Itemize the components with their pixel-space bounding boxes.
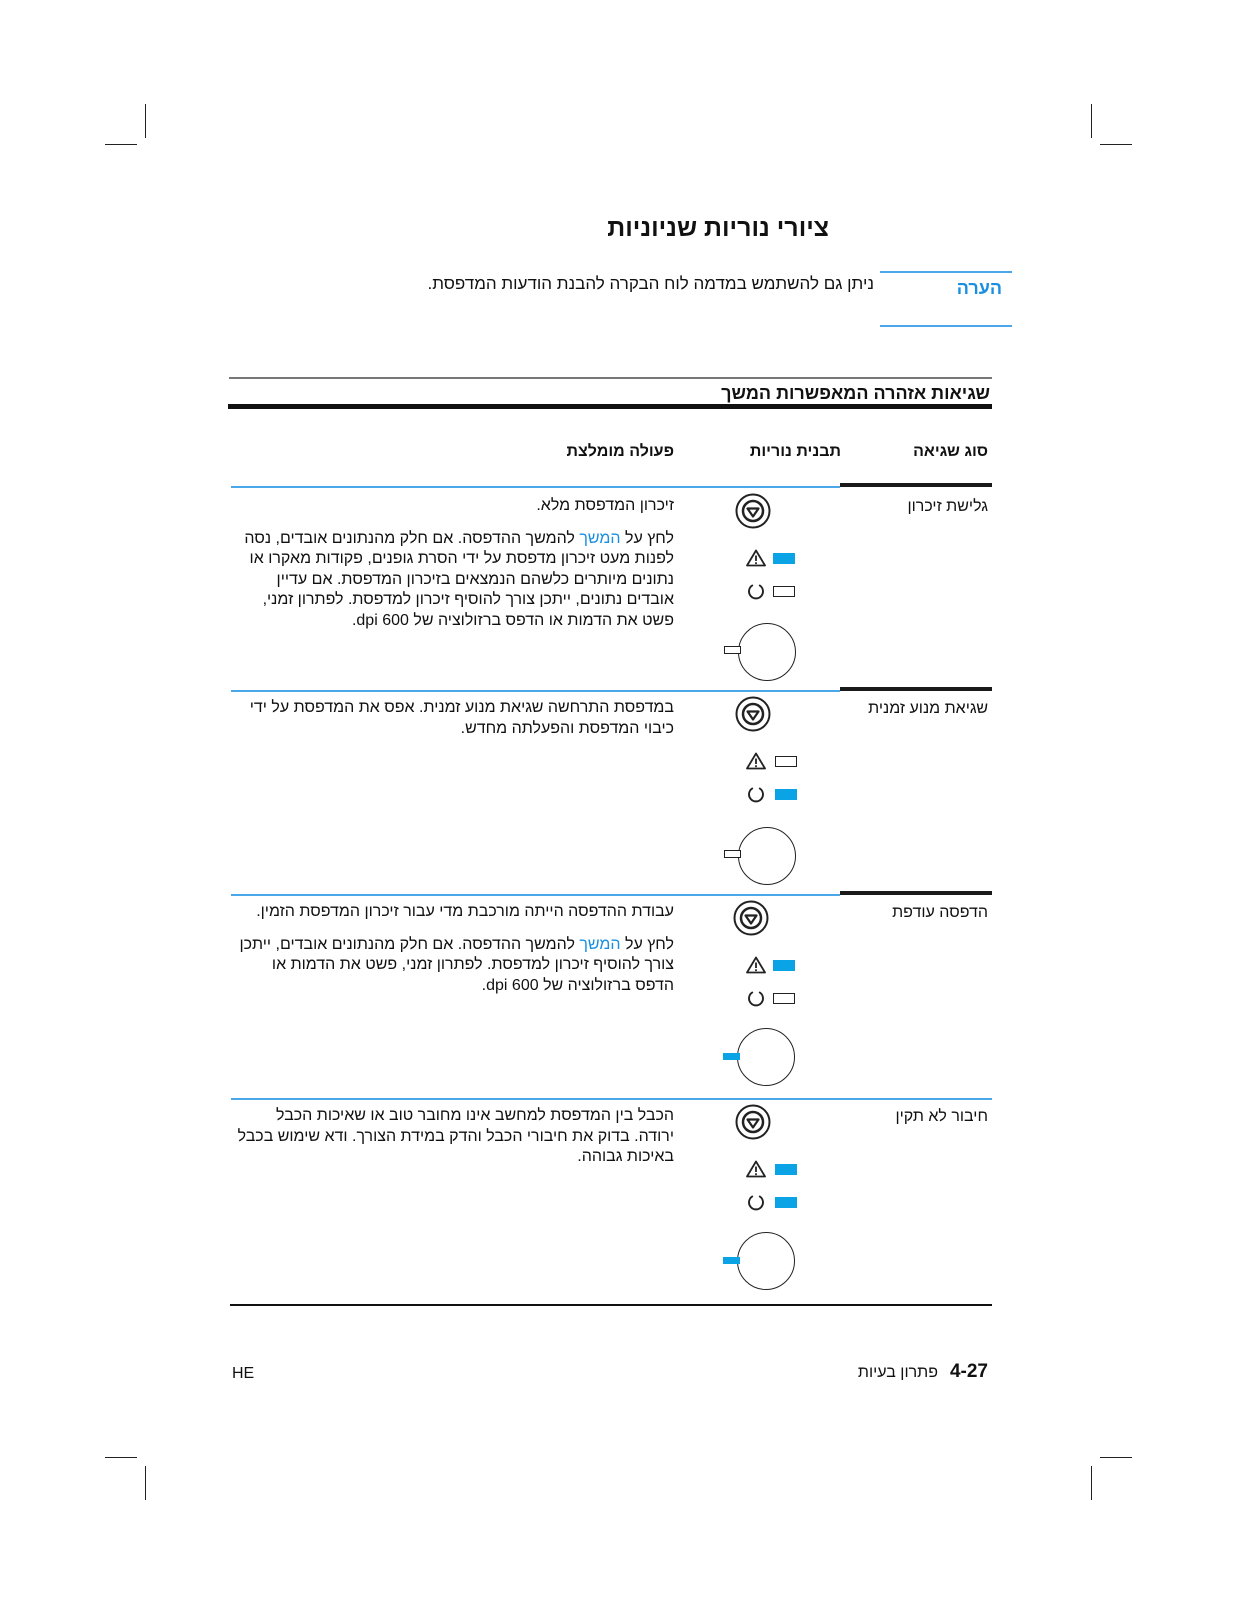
- action-text: עבודת ההדפסה הייתה מורכבת מדי עבור זיכרון המדפסת הזמין.: [256, 903, 674, 920]
- recommended-action: [234, 698, 674, 739]
- recommended-action: [234, 496, 674, 631]
- section-rule-bottom: [228, 404, 992, 409]
- status-dial: [737, 1232, 795, 1290]
- page-number: 4-27: [949, 1361, 988, 1382]
- dial-indicator: [723, 1053, 740, 1060]
- action-text: לחץ על: [620, 529, 674, 547]
- note-rule-top: [880, 271, 1012, 273]
- ready-icon: [747, 582, 765, 600]
- attention-led: [773, 553, 795, 564]
- row-rule: [231, 1098, 840, 1100]
- action-text: להמשך ההדפסה. אם חלק מהנתונים אובדים, ייתכן צורך להוסיף זיכרון למדפסת. לפתרון זמני, פשט את הדמות או הדפס ברזולוציה של 600 dpi.: [239, 935, 674, 994]
- attention-led: [775, 756, 797, 767]
- column-header-action: פעולה מומלצת: [566, 443, 674, 460]
- status-dial: [737, 1028, 795, 1086]
- continue-link: המשך: [579, 935, 621, 953]
- crop-mark: [1100, 1457, 1132, 1458]
- attention-warning-icon: [746, 752, 766, 770]
- crop-mark: [105, 1457, 137, 1458]
- status-dial: [738, 623, 796, 681]
- attention-warning-icon: [746, 549, 766, 567]
- dial-indicator: [724, 850, 741, 858]
- action-text: במדפסת התרחשה שגיאת מנוע זמנית. אפס את המדפסת על ידי כיבוי המדפסת והפעלתה מחדש.: [249, 699, 674, 737]
- ready-led: [775, 1197, 797, 1208]
- chapter-title: פתרון בעיות: [857, 1364, 938, 1381]
- attention-warning-icon: [746, 1160, 766, 1178]
- error-type: הדפסה עודפת: [892, 904, 988, 921]
- row-rule-type: [840, 483, 992, 487]
- row-rule-type: [840, 687, 992, 691]
- dial-indicator: [724, 646, 741, 654]
- crop-mark: [1091, 104, 1092, 138]
- attention-led: [775, 1164, 797, 1175]
- attention-led: [773, 960, 795, 971]
- column-header-pattern: תבנית נוריות: [749, 443, 841, 460]
- ready-led: [775, 789, 797, 800]
- section-rule-top: [229, 377, 992, 379]
- recommended-action: [234, 1106, 674, 1168]
- crop-mark: [145, 104, 146, 138]
- table-rule-bottom: [230, 1304, 992, 1306]
- crop-mark: [1100, 144, 1132, 145]
- dial-indicator: [723, 1257, 740, 1264]
- row-rule-type: [840, 891, 992, 895]
- row-rule: [231, 894, 840, 896]
- footer-page-info: [858, 1361, 988, 1383]
- action-text: לחץ על: [620, 935, 674, 953]
- error-type: חיבור לא תקין: [895, 1108, 988, 1125]
- row-rule: [231, 486, 840, 488]
- action-text: [234, 529, 674, 632]
- note-label: הערה: [956, 278, 1002, 298]
- ready-icon: [747, 989, 765, 1007]
- attention-warning-icon: [746, 956, 766, 974]
- note-rule-bottom: [880, 325, 1012, 327]
- action-text: הכבל בין המדפסת למחשב אינו מחובר טוב או שאיכות הכבל ירודה. בדוק את חיבורי הכבל והדק במידת הצורך. ודא שימוש בכבל באיכות גבוהה.: [237, 1107, 674, 1165]
- status-dial: [738, 827, 796, 885]
- action-text: [234, 935, 674, 997]
- recommended-action: [234, 902, 674, 996]
- ready-icon: [747, 785, 765, 803]
- crop-mark: [145, 1466, 146, 1500]
- footer-language: HE: [232, 1365, 255, 1382]
- row-rule-type: [840, 1098, 992, 1100]
- ready-led: [773, 993, 795, 1004]
- action-text: להמשך ההדפסה. אם חלק מהנתונים אובדים, נסה לפנות מעט זיכרון מדפסת על ידי הסרת גופנים, פקודות מאקרו או נתונים מיותרים כלשהם הנמצאים בזיכרון המדפסת. אם עדיין אובדים נתונים, ייתכן צורך להוסיף זיכרון למדפסת. לפתרון זמני, פשט את הדמות או הדפס ברזולוציה של 600 dpi.: [244, 529, 674, 629]
- go-button-icon: [735, 1104, 771, 1140]
- go-button-icon: [735, 493, 771, 529]
- section-title: שגיאות אזהרה המאפשרות המשך: [721, 383, 990, 403]
- crop-mark: [1091, 1466, 1092, 1500]
- go-button-icon: [735, 696, 771, 732]
- note-text: ניתן גם להשתמש במדמה לוח הבקרה להבנת הודעות המדפסת.: [427, 274, 874, 293]
- go-button-icon: [733, 900, 769, 936]
- error-type: גלישת זיכרון: [907, 498, 988, 515]
- column-header-type: סוג שגיאה: [913, 443, 988, 460]
- action-text: זיכרון המדפסת מלא.: [536, 497, 674, 514]
- crop-mark: [105, 144, 137, 145]
- ready-led: [773, 586, 795, 597]
- page-title: ציורי נוריות שניוניות: [607, 214, 829, 242]
- row-rule: [231, 690, 840, 692]
- continue-link: המשך: [579, 529, 621, 547]
- ready-icon: [747, 1193, 765, 1211]
- error-type: שגיאת מנוע זמנית: [868, 700, 988, 717]
